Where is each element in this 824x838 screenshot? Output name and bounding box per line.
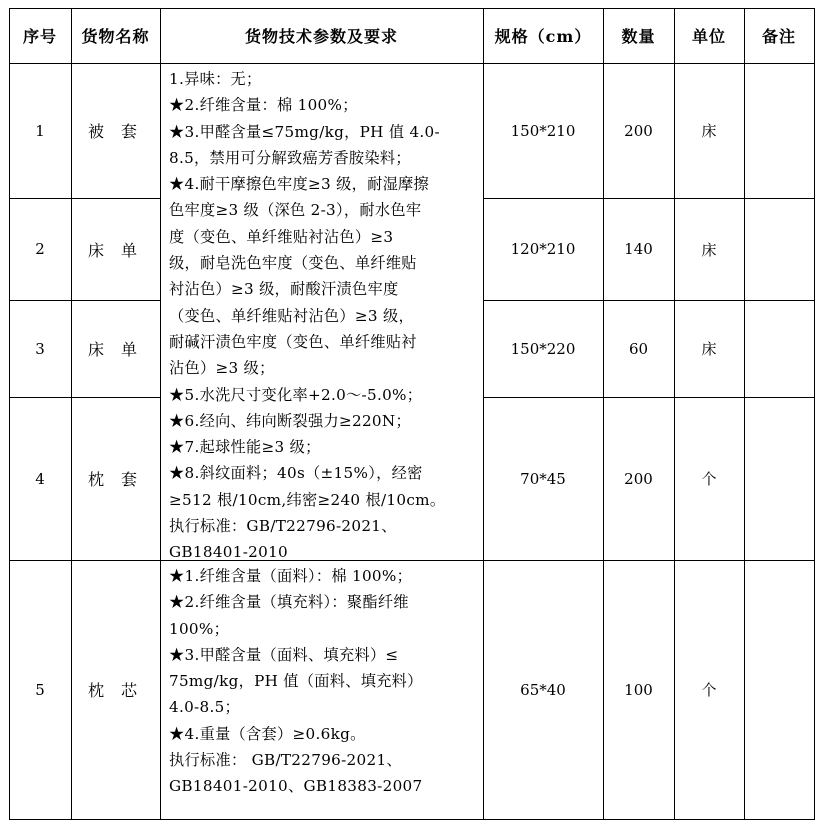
spec-line: 执行标准：GB/T22796-2021、 bbox=[169, 517, 397, 536]
spec-line: ★8.斜纹面料；40s（±15%），经密 bbox=[169, 464, 423, 483]
row4-size: 70*45 bbox=[520, 469, 566, 488]
spec-line: ★5.水洗尺寸变化率+2.0～-5.0%； bbox=[169, 385, 423, 404]
row1-qty: 200 bbox=[624, 121, 653, 140]
spec-line: ★3.甲醛含量（面料、填充料）≤ bbox=[169, 645, 399, 664]
row3-name: 床 单 bbox=[87, 340, 144, 359]
row2-size: 120*210 bbox=[510, 240, 576, 258]
row2-unit: 床 bbox=[701, 240, 717, 259]
spec-line: 执行标准： GB/T22796-2021、 bbox=[169, 751, 402, 770]
row4-note bbox=[744, 397, 814, 560]
row1-unit: 床 bbox=[701, 122, 717, 140]
row1-no: 1 bbox=[35, 121, 45, 140]
spec-line: 8.5，禁用可分解致癌芳香胺染料； bbox=[169, 148, 411, 167]
spec-line: 衬沾色）≥3 级，耐酸汗渍色牢度 bbox=[169, 280, 399, 299]
spec-text-pillow-core bbox=[169, 563, 491, 800]
row1-size: 150*210 bbox=[510, 121, 576, 140]
row5-qty: 100 bbox=[624, 680, 653, 699]
row1-note bbox=[744, 63, 814, 198]
row4-qty: 200 bbox=[624, 469, 653, 488]
header-no: 序号 bbox=[22, 27, 57, 46]
row3-no: 3 bbox=[35, 339, 45, 358]
spec-line: GB18401-2010 bbox=[169, 543, 288, 562]
spec-line: 1.异味：无； bbox=[169, 70, 262, 88]
row5-unit: 个 bbox=[701, 681, 717, 699]
spec-line: ★1.纤维含量（面料）：棉 100%； bbox=[169, 567, 413, 585]
header-size: 规格（cm） bbox=[494, 27, 592, 46]
row5-note bbox=[744, 560, 814, 819]
row5-no: 5 bbox=[35, 680, 45, 699]
spec-line: ★4.重量（含套）≥0.6kg。 bbox=[169, 724, 366, 743]
header-spec: 货物技术参数及要求 bbox=[244, 27, 398, 46]
row4-unit: 个 bbox=[701, 470, 717, 488]
spec-line: 75mg/kg，PH 值（面料、填充料） bbox=[169, 672, 423, 691]
row3-unit: 床 bbox=[701, 340, 717, 358]
row2-no: 2 bbox=[35, 240, 45, 258]
row1-name: 被 套 bbox=[87, 122, 144, 141]
row3-note bbox=[744, 300, 814, 397]
header-name: 货物名称 bbox=[81, 27, 150, 46]
row3-qty: 60 bbox=[628, 339, 649, 358]
header-note: 备注 bbox=[761, 27, 796, 46]
spec-text-bedding bbox=[169, 66, 491, 566]
header-qty: 数量 bbox=[621, 27, 656, 46]
spec-line: ★2.纤维含量：棉 100%； bbox=[169, 96, 358, 115]
spec-line: 沾色）≥3 级； bbox=[169, 359, 275, 378]
spec-line: 级，耐皂洗色牢度（变色、单纤维贴 bbox=[169, 254, 417, 273]
spec-line: 4.0-8.5； bbox=[169, 698, 241, 717]
spec-line: ★2.纤维含量（填充料）：聚酯纤维 bbox=[169, 593, 409, 612]
row5-name: 枕 芯 bbox=[87, 681, 144, 700]
spec-line: 度（变色、单纤维贴衬沾色）≥3 bbox=[169, 227, 394, 246]
goods-spec-table bbox=[9, 8, 815, 820]
row4-no: 4 bbox=[35, 469, 45, 488]
row2-qty: 140 bbox=[624, 240, 653, 258]
spec-line: ★4.耐干摩擦色牢度≥3 级，耐湿摩擦 bbox=[169, 175, 430, 194]
spec-line: 100%； bbox=[169, 619, 230, 638]
spec-line: ≥512 根/10cm,纬密≥240 根/10cm。 bbox=[169, 490, 446, 509]
spec-line: ★7.起球性能≥3 级； bbox=[169, 438, 321, 457]
row3-size: 150*220 bbox=[510, 339, 576, 358]
row5-size: 65*40 bbox=[520, 680, 566, 699]
row2-name: 床 单 bbox=[87, 240, 144, 260]
spec-line: ★3.甲醛含量≤75mg/kg，PH 值 4.0- bbox=[169, 122, 440, 141]
row4-name: 枕 套 bbox=[87, 470, 144, 489]
spec-line: GB18401-2010、GB18383-2007 bbox=[169, 777, 423, 796]
spec-line: 耐碱汗渍色牢度（变色、单纤维贴衬 bbox=[169, 332, 417, 351]
spec-line: （变色、单纤维贴衬沾色）≥3 级， bbox=[169, 306, 414, 325]
spec-line: ★6.经向、纬向断裂强力≥220N； bbox=[169, 411, 411, 430]
spec-line: 色牢度≥3 级（深色 2-3），耐水色牢 bbox=[169, 201, 422, 220]
row2-note bbox=[744, 198, 814, 300]
header-unit: 单位 bbox=[691, 27, 726, 46]
